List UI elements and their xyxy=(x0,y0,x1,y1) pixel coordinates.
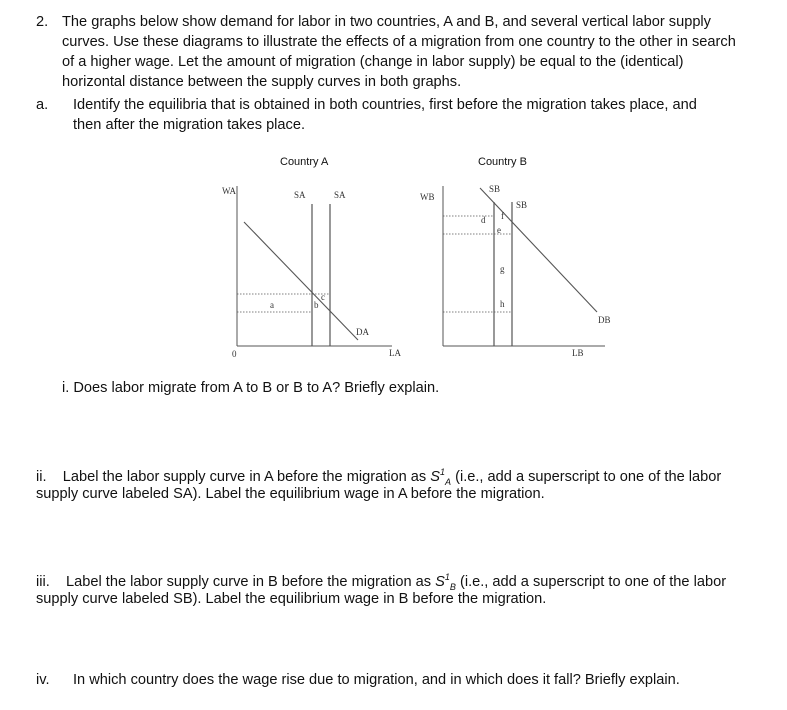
graph-a-point-a: a xyxy=(270,300,274,310)
graph-b-point-e: e xyxy=(497,225,501,235)
part-a-line-1: Identify the equilibria that is obtained in both countries, first before the migration takes place, and xyxy=(73,97,697,113)
part-a-marker: a. xyxy=(36,97,49,113)
sub-ii-marker: ii. xyxy=(36,468,47,485)
sub-ii-symbol-sup: 1 xyxy=(440,467,446,477)
graph-b-supply-label-2: SB xyxy=(516,200,528,210)
sub-iii-symbol-sub: B xyxy=(449,581,456,592)
graph-a-y-label: WA xyxy=(222,186,236,196)
graph-a-point-b: b xyxy=(314,300,319,310)
graph-a-title: Country A xyxy=(280,156,329,168)
sub-iii-marker: iii. xyxy=(36,573,50,590)
sub-ii-line-1-pre: Label the labor supply curve in A before the migration as xyxy=(62,468,431,485)
graph-a-point-c: c xyxy=(321,292,325,302)
graph-b-x-label: LB xyxy=(572,348,584,358)
question-line-4: horizontal distance between the supply curves in both graphs. xyxy=(62,74,462,90)
graph-b-demand-curve xyxy=(480,188,597,312)
sub-iii-symbol-sup: 1 xyxy=(444,572,450,582)
graph-b-point-d: d xyxy=(481,215,486,225)
question-line-2: curves. Use these diagrams to illustrate the effects of a migration from one country to the other in search xyxy=(62,34,736,50)
graph-country-a xyxy=(237,186,392,346)
graph-b-point-f: f xyxy=(501,211,504,221)
sub-iii-symbol: S xyxy=(435,573,445,590)
sub-ii-line-1-post: (i.e., add a superscript to one of the labor xyxy=(451,468,722,485)
graph-b-supply-label-1: SB xyxy=(489,184,501,194)
question-number: 2. xyxy=(36,14,49,30)
graph-b-y-label: WB xyxy=(420,192,435,202)
sub-question-ii-line-2: supply curve labeled SA). Label the equilibrium wage in A before the migration. xyxy=(36,486,545,502)
sub-question-iv-marker: iv. xyxy=(36,672,50,688)
sub-iii-line-1-post: (i.e., add a superscript to one of the labor xyxy=(455,573,727,590)
sub-ii-symbol: S xyxy=(430,468,441,485)
sub-question-iii-line-2: supply curve labeled SB). Label the equilibrium wage in B before the migration. xyxy=(36,591,547,607)
graph-a-origin: 0 xyxy=(232,349,237,359)
sub-question-iv-text: In which country does the wage rise due to migration, and in which does it fall? Briefly explain. xyxy=(73,672,680,688)
graph-a-demand-curve xyxy=(244,222,358,340)
graph-b-demand-label: DB xyxy=(598,315,611,325)
question-line-1: The graphs below show demand for labor in two countries, A and B, and several vertical labor supply xyxy=(62,14,711,30)
graph-b-point-h: h xyxy=(500,299,505,309)
graph-a-supply-label-1: SA xyxy=(294,190,306,200)
question-line-3: of a higher wage. Let the amount of migration (change in labor supply) be equal to the (identical) xyxy=(62,54,684,70)
graph-a-x-label: LA xyxy=(389,348,401,358)
graph-b-title: Country B xyxy=(478,156,527,168)
graph-country-b xyxy=(443,186,605,346)
part-a-line-2: then after the migration takes place. xyxy=(73,117,306,133)
graph-b-point-g: g xyxy=(500,264,505,274)
sub-ii-symbol-sub: A xyxy=(445,476,452,487)
sub-question-i: i. Does labor migrate from A to B or B to A? Briefly explain. xyxy=(62,380,440,396)
graph-a-supply-label-2: SA xyxy=(334,190,346,200)
sub-iii-line-1-pre: Label the labor supply curve in B before the migration as xyxy=(66,573,436,590)
graph-a-demand-label: DA xyxy=(356,327,369,337)
